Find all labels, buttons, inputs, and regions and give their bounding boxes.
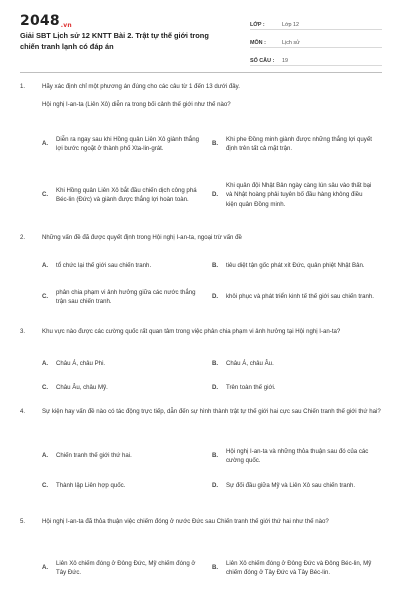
meta-row-subject: MÔN : Lịch sử (250, 34, 382, 48)
question-number: 4. (20, 408, 26, 415)
question-number: 1. (20, 83, 26, 90)
meta-table (250, 16, 382, 70)
site-logo[interactable]: 2048.vn (20, 13, 72, 29)
option-b[interactable]: B. Liên Xô chiếm đóng ở Đông Đức và Đông Béc-lin, Mỹ chiếm đóng ở Tây Đức và Tây Béc-lin. (212, 559, 372, 576)
option-c[interactable]: C. phân chia phạm vi ảnh hưởng giữa các nước thắng trận sau chiến tranh. (42, 288, 196, 305)
question-1 (20, 82, 382, 109)
question-5 (20, 517, 382, 527)
question-1-options (42, 124, 382, 220)
question-number: 5. (20, 518, 26, 525)
question-3-options (42, 357, 382, 395)
option-b[interactable]: B. Khi phe Đồng minh giành được những thắng lợi quyết định trên tất cả mặt trận. (212, 135, 372, 152)
option-d[interactable]: D. Khi quân đội Nhật Bản ngày càng lún sâu vào thất bại và Nhật hoàng phải tuyên bố đầu hàng không điều kiện quân Đồng minh. (212, 181, 372, 208)
question-text: Hội nghị I-an-ta (Liên Xô) diễn ra trong bối cảnh thế giới như thế nào? (42, 100, 231, 108)
question-2 (20, 233, 382, 243)
logo-suffix: .vn (60, 22, 72, 29)
option-c[interactable]: C. Thành lập Liên hợp quốc. (42, 482, 126, 490)
option-b[interactable]: B. Châu Á, châu Âu. (212, 360, 274, 368)
question-3 (20, 327, 382, 337)
question-text: Hội nghị I-an-ta đã thỏa thuận việc chiếm đóng ở nước Đức sau Chiến tranh thế giới thứ hai như thế nào? (42, 518, 329, 525)
question-intro: Hãy xác định chỉ một phương án đúng cho các câu từ 1 đến 13 dưới đây. (42, 83, 240, 90)
option-a[interactable]: A. tổ chức lại thế giới sau chiến tranh. (42, 262, 152, 270)
question-2-options (42, 255, 382, 308)
option-d[interactable]: D. khôi phục và phát triển kinh tế thế giới sau chiến tranh. (212, 293, 374, 301)
option-a[interactable]: A. Diễn ra ngay sau khi Hồng quân Liên Xô giành thắng lợi bước ngoặt ở thành phố Xta-lin-grát. (42, 135, 199, 152)
question-number: 2. (20, 234, 26, 241)
meta-row-count: SỐ CÂU : 19 (250, 52, 382, 66)
question-4 (20, 407, 382, 417)
option-b[interactable]: B. tiêu diệt tận gốc phát xít Đức, quân phiệt Nhật Bản. (212, 262, 365, 270)
option-b[interactable]: B. Hội nghị I-an-ta và những thỏa thuận sau đó của các cường quốc. (212, 447, 369, 464)
option-d[interactable]: D. Sự đối đầu giữa Mỹ và Liên Xô sau chiến tranh. (212, 482, 356, 490)
header-divider (20, 72, 382, 73)
question-text: Sự kiện hay vấn đề nào có tác động trực tiếp, dẫn đến sự hình thành trật tự thế giới hai cực sau Chiến tranh thế giới thứ hai? (42, 408, 381, 415)
question-5-options (42, 552, 382, 584)
option-c[interactable]: C. Khi Hồng quân Liên Xô bắt đầu chiến dịch công phá Béc-lin (Đức) và giành được thắng lợi hoàn toàn. (42, 186, 197, 203)
meta-row-class: LỚP : Lớp 12 (250, 16, 382, 30)
question-number: 3. (20, 328, 26, 335)
option-d[interactable]: D. Trên toàn thế giới. (212, 384, 276, 392)
option-a[interactable]: A. Châu Á, châu Phi. (42, 360, 106, 368)
question-text: Khu vực nào được các cường quốc rất quan tâm trong việc phân chia phạm vi ảnh hưởng tại Hội nghị I-an-ta? (42, 328, 341, 335)
option-c[interactable]: C. Châu Âu, châu Mỹ. (42, 384, 108, 392)
question-text: Những vấn đề đã được quyết định trong Hội nghị I-an-ta, ngoại trừ vấn đề (42, 234, 242, 241)
option-a[interactable]: A. Chiến tranh thế giới thứ hai. (42, 452, 132, 460)
page-title: Giải SBT Lịch sử 12 KNTT Bài 2. Trật tự thế giới trong chiến tranh lạnh có đáp án (20, 31, 209, 51)
option-a[interactable]: A. Liên Xô chiếm đóng ở Đông Đức, Mỹ chiếm đóng ở Tây Đức. (42, 559, 196, 576)
question-4-options (42, 445, 382, 497)
